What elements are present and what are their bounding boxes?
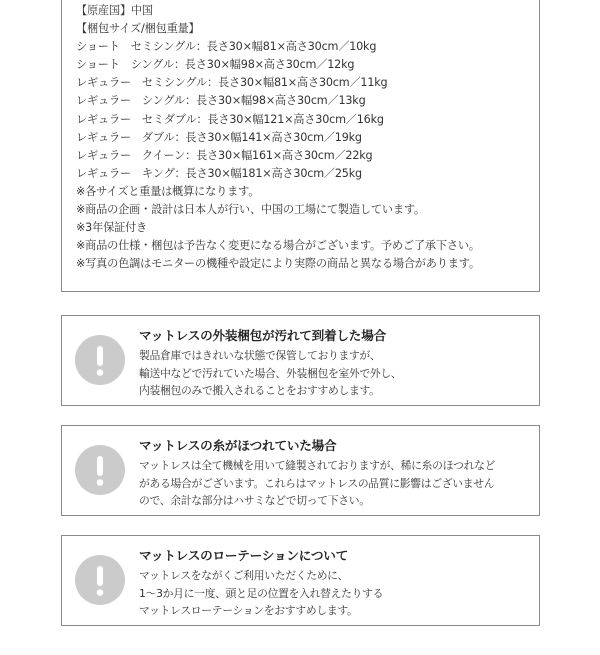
exclamation-icon xyxy=(75,445,125,495)
spec-note: ※写真の色調はモニターの機種や設定により実際の商品と異なる場合があります。 xyxy=(76,257,480,271)
notice-line: 輸送中などで汚れていた場合、外装梱包を室外で外し、 xyxy=(139,366,402,380)
spec-line: ショート シングル：長さ30×幅98×高さ30cm／12kg xyxy=(76,58,355,72)
spec-note: ※商品の企画・設計は日本人が行い、中国の工場にて製造しています。 xyxy=(76,203,425,217)
spec-note: ※商品の仕様・梱包は予告なく変更になる場合がございます。予めご了承下さい。 xyxy=(76,239,480,253)
notice-line: がある場合がございます。これらはマットレスの品質に影響はございません xyxy=(139,476,495,490)
spec-line: ショート セミシングル：長さ30×幅81×高さ30cm／10kg xyxy=(76,40,377,54)
notice-title: マットレスの外装梱包が汚れて到着した場合 xyxy=(139,328,386,343)
notice-title: マットレスの糸がほつれていた場合 xyxy=(139,438,337,453)
spec-note: ※各サイズと重量は概算になります。 xyxy=(76,184,260,198)
notice-line: マットレスをながくご利用いただくために、 xyxy=(139,569,349,582)
spec-line-origin: 【原産国】中国 xyxy=(76,4,153,17)
notice-line: マットレスは全て機械を用いて縫製されておりますが、稀に糸のほつれなど xyxy=(139,459,496,472)
notice-body xyxy=(139,347,401,400)
spec-line: レギュラー シングル：長さ30×幅98×高さ30cm／13kg xyxy=(76,94,366,108)
notice-body xyxy=(139,567,383,620)
spec-line: レギュラー ダブル：長さ30×幅141×高さ30cm／19kg xyxy=(76,130,362,144)
notice-body xyxy=(139,457,495,510)
spec-line: レギュラー セミシングル：長さ30×幅81×高さ30cm／11kg xyxy=(76,76,388,90)
exclamation-icon xyxy=(75,555,125,605)
notice-loose-thread xyxy=(61,425,540,516)
product-spec-box xyxy=(61,0,540,292)
spec-line: レギュラー セミダブル：長さ30×幅121×高さ30cm／16kg xyxy=(76,112,384,126)
notice-title: マットレスのローテーションについて xyxy=(139,548,349,563)
spec-line: レギュラー クイーン：長さ30×幅161×高さ30cm／22kg xyxy=(76,148,373,162)
notice-rotation xyxy=(61,535,540,626)
spec-note: ※3年保証付き xyxy=(76,221,148,235)
notice-line: 1〜3か月に一度、頭と足の位置を入れ替えたりする xyxy=(139,586,384,600)
notice-line: ので、余計な部分はハサミなどで切って下さい。 xyxy=(139,494,370,508)
notice-line: マットレスローテーションをおすすめします。 xyxy=(139,604,358,618)
notice-line: 内装梱包のみで搬入されることをおすすめします。 xyxy=(139,384,380,398)
spec-line: レギュラー キング：長さ30×幅181×高さ30cm／25kg xyxy=(76,166,362,180)
spec-line-package-heading: 【梱包サイズ/梱包重量】 xyxy=(76,22,200,36)
exclamation-icon xyxy=(75,335,125,385)
notice-dirty-package xyxy=(61,315,540,406)
notice-line: 製品倉庫ではきれいな状態で保管しておりますが、 xyxy=(139,349,381,362)
